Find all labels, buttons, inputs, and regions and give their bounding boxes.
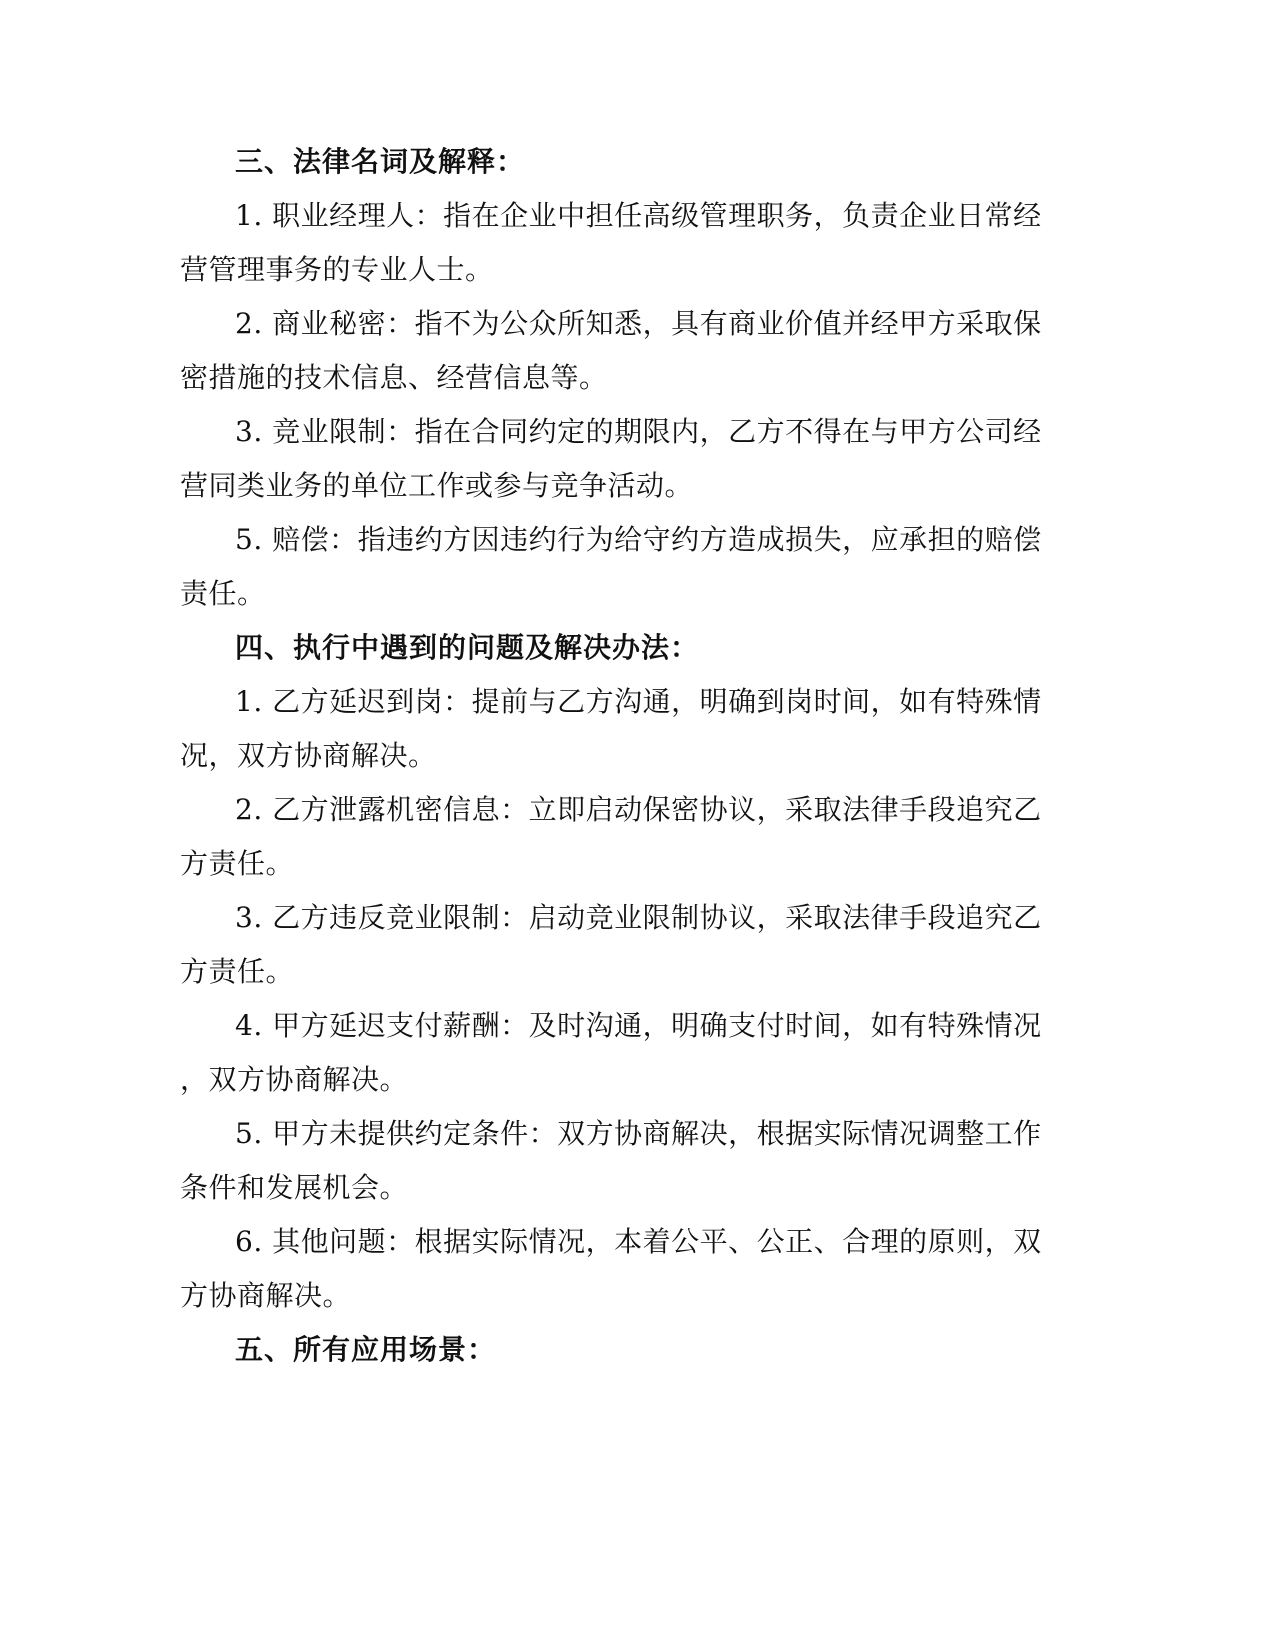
section-3-item-3-line-2: 营同类业务的单位工作或参与竞争活动。 <box>180 469 694 502</box>
section-4-item-3-line-2: 方责任。 <box>180 955 295 988</box>
section-3-item-1-line-2: 营管理事务的专业人士。 <box>180 253 494 286</box>
section-4-item-4-line-2: ，双方协商解决。 <box>180 1063 409 1096</box>
section-3-item-5-line-2: 责任。 <box>180 577 266 610</box>
section-4-item-6-line-1: 6. 其他问题：根据实际情况，本着公平、公正、合理的原则，双 <box>235 1225 1042 1258</box>
section-3-item-3-line-1: 3. 竞业限制：指在合同约定的期限内，乙方不得在与甲方公司经 <box>235 415 1042 448</box>
section-4-heading: 四、执行中遇到的问题及解决办法： <box>235 631 700 664</box>
section-4-item-6-line-2: 方协商解决。 <box>180 1279 352 1312</box>
section-3-item-5-line-1: 5. 赔偿：指违约方因违约行为给守约方造成损失，应承担的赔偿 <box>235 523 1042 556</box>
section-4-item-4-line-1: 4. 甲方延迟支付薪酬：及时沟通，明确支付时间，如有特殊情况 <box>235 1009 1042 1042</box>
section-4-item-3-line-1: 3. 乙方违反竞业限制：启动竞业限制协议，采取法律手段追究乙 <box>235 901 1042 934</box>
section-4-item-1-line-2: 况，双方协商解决。 <box>180 739 437 772</box>
section-3-heading: 三、法律名词及解释： <box>235 145 526 178</box>
section-5-heading: 五、所有应用场景： <box>235 1333 497 1366</box>
section-3-item-2-line-2: 密措施的技术信息、经营信息等。 <box>180 361 608 394</box>
section-4-item-2-line-2: 方责任。 <box>180 847 295 880</box>
section-4-item-5-line-2: 条件和发展机会。 <box>180 1171 409 1204</box>
section-4-item-1-line-1: 1. 乙方延迟到岗：提前与乙方沟通，明确到岗时间，如有特殊情 <box>235 685 1042 718</box>
section-3-item-2-line-1: 2. 商业秘密：指不为公众所知悉，具有商业价值并经甲方采取保 <box>235 307 1042 340</box>
section-4-item-2-line-1: 2. 乙方泄露机密信息：立即启动保密协议，采取法律手段追究乙 <box>235 793 1042 826</box>
section-3-item-1-line-1: 1. 职业经理人：指在企业中担任高级管理职务，负责企业日常经 <box>235 199 1042 232</box>
section-4-item-5-line-1: 5. 甲方未提供约定条件：双方协商解决，根据实际情况调整工作 <box>235 1117 1042 1150</box>
